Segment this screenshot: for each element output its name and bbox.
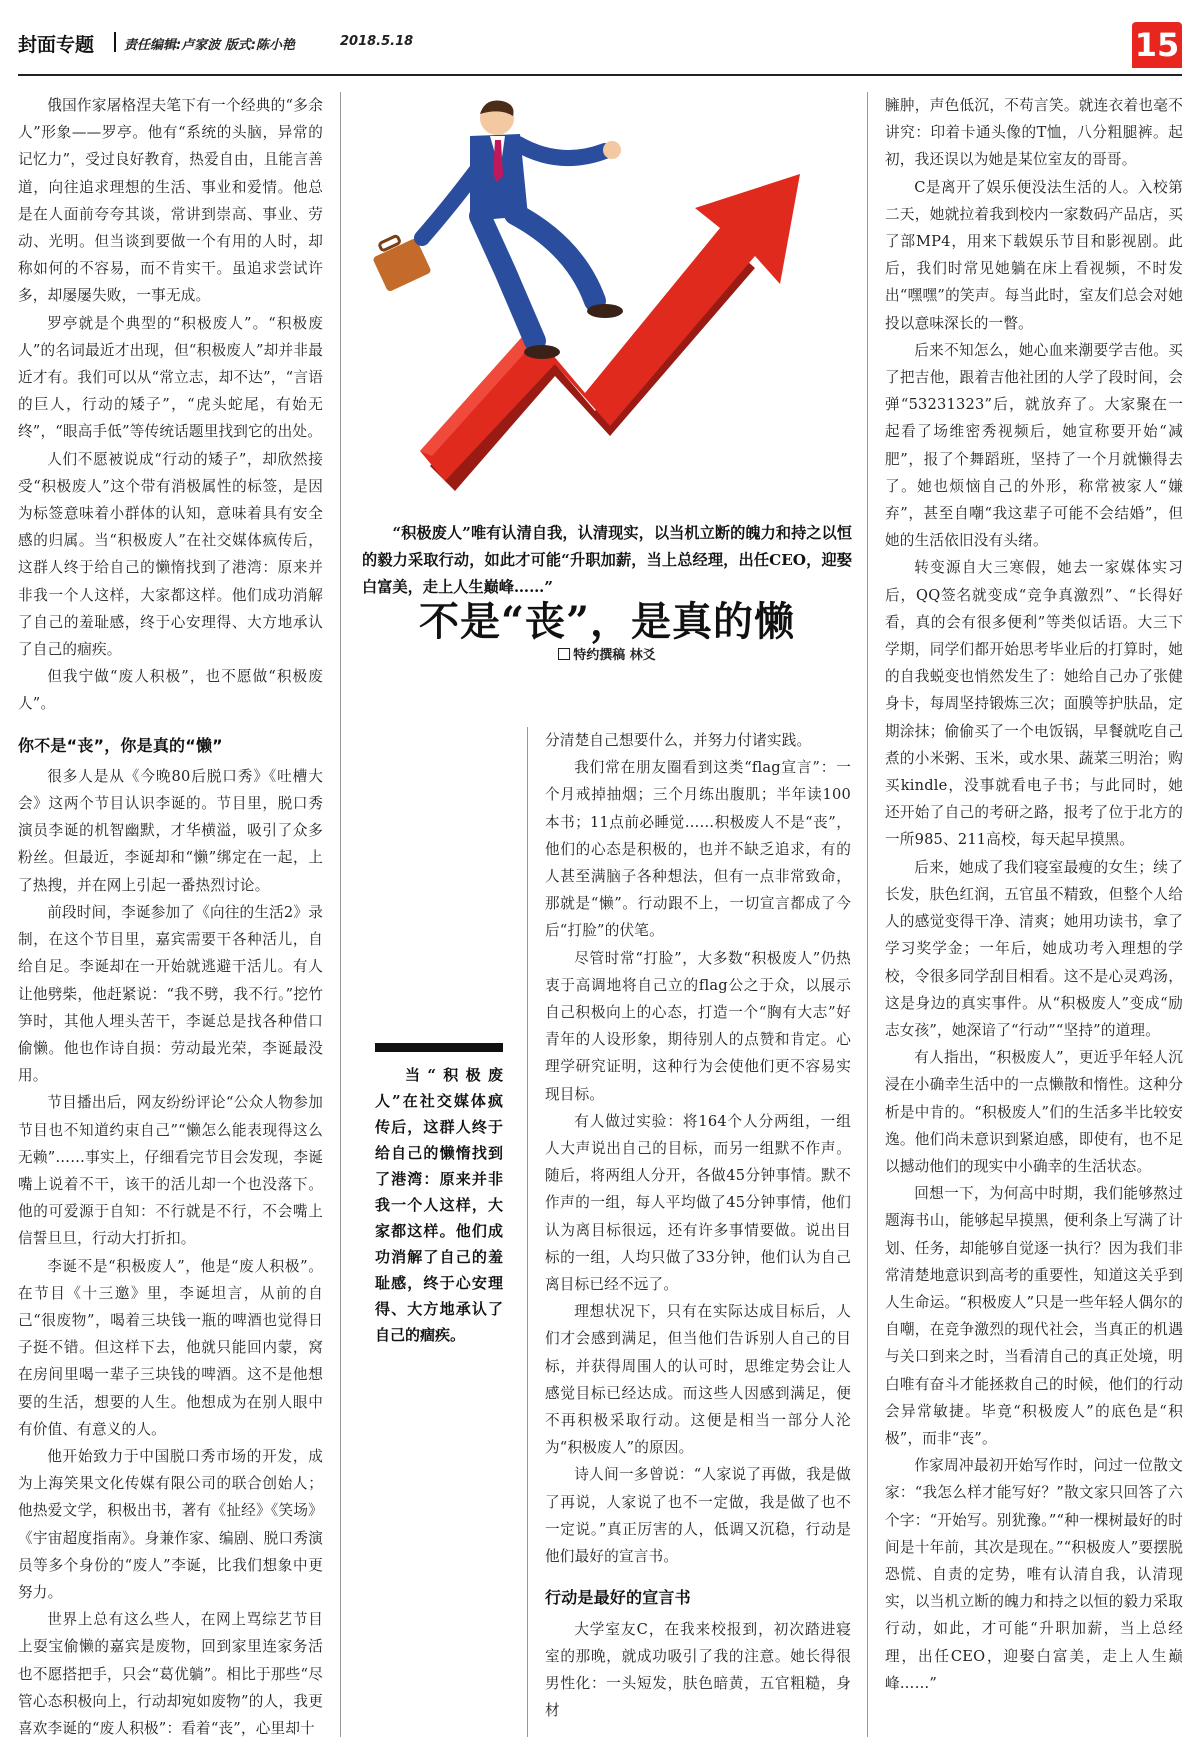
paragraph: 理想状况下，只有在实际达成目标后，人们才会感到满足，但当他们告诉别人自己的目标，并获得周围人的认可时，思维定势会让人感觉目标已经达成。而这些人因感到满足，便不再积极采取行动。这便是相当一部分人沦为“积极废人”的原因。 [545,1303,851,1457]
paragraph: 罗亭就是个典型的“积极废人”。“积极废人”的名词最近才出现，但“积极废人”却并非最近才有。我们可以从“常立志，却不达”，“言语的巨人，行动的矮子”，“虎头蛇尾，有始无终”，“眼高手低”等传统话题里找到它的出处。 [18,314,323,441]
paragraph: 他开始致力于中国脱口秀市场的开发，成为上海笑果文化传媒有限公司的联合创始人；他热爱文学，积极出书，著有《扯经》《笑场》《宇宙超度指南》。身兼作家、编剧、脱口秀演员等多个身份的“废人”李诞，比我们想象中更努力。 [18,1447,323,1601]
article-byline [362,644,852,663]
pull-quote-text: 当“积极废人”在社交媒体疯传后，这群人终于给自己的懒惰找到了港湾：原来并非我一个人这样，大家都这样。他们成功消解了自己的羞耻感，终于心安理得、大方地承认了自己的痼疾。 [375,1066,503,1344]
paragraph: 回想一下，为何高中时期，我们能够熬过题海书山，能够起早摸黑，便利条上写满了计划、任务，却能够自觉逐一执行？因为我们非常清楚地意识到高考的重要性，知道这关乎到人生命运。“积极废人”只是一些年轻人偶尔的自嘲，在竞争激烈的现代社会，当真正的机遇与关口到来之时，当看清自己的真正处境，明白唯有奋斗才能拯救自己的时候，他们的行动会异常敏捷。毕竟“积极废人”的底色是“积极”，而非“丧”。 [885,1185,1183,1447]
paragraph: 后来，她成了我们寝室最瘦的女生；续了长发，肤色红润，五官虽不精致，但整个人给人的感觉变得干净、清爽；她用功读书，拿了学习奖学金；一年后，她成功考入理想的学校，令很多同学刮目相看。这不是心灵鸡汤，这是身边的真实事件。从“积极废人”变成“励志女孩”，她深谙了“行动”“坚持”的道理。 [885,858,1183,1039]
column-rule [867,92,868,1737]
paragraph: 大学室友C，在我来校报到，初次踏进寝室的那晚，就成功吸引了我的注意。她长得很男性化：一头短发，肤色暗黄，五官粗糙，身材 [545,1620,851,1720]
byline-text: 特约撰稿 林爻 [573,648,656,663]
article-title: 不是“丧”，是真的懒 [418,598,795,645]
deck-text: “积极废人”唯有认清自我，认清现实，以当机立断的魄力和持之以恒的毅力采取行动，如此才可能“升职加薪，当上总经理，出任CEO，迎娶白富美，走上人生巅峰……” [362,524,852,596]
editor-credits: 责任编辑:卢家波 版式:陈小艳 [124,38,295,53]
pull-quote [375,1062,503,1348]
column-4 [885,92,1183,1737]
column-rule [340,92,341,1737]
paragraph: 李诞不是“积极废人”，他是“废人积极”。在节目《十三邀》里，李诞坦言，从前的自己“很废物”，喝着三块钱一瓶的啤酒也觉得日子挺不错。但这样下去，他就只能回内蒙，窝在房间里喝一辈子三块钱的啤酒。这不是他想要的生活，想要的人生。他想成为在别人眼中有价值、有意义的人。 [18,1257,323,1438]
businessman-figure [372,101,623,359]
header-separator [114,32,116,52]
paragraph: 世界上总有这么些人，在网上骂综艺节目上耍宝偷懒的嘉宾是废物，回到家里连家务活也不愿搭把手，只会“葛优躺”。相比于那些“尽管心态积极向上，行动却宛如废物”的人，我更喜欢李诞的“废人积极”：看着“丧”，心里却十 [18,1611,323,1737]
column-rule [527,727,528,1737]
paragraph: 作家周冲最初开始写作时，问过一位散文家：“我怎么样才能写好？”散文家只回答了六个字：“开始写。别犹豫。”“种一棵树最好的时间是十年前，其次是现在。”“积极废人”要摆脱恐慌、自责的定势，唯有认清自我，认清现实，以当机立断的魄力和持之以恒的毅力采取行动，如此，才可能“升职加薪，当上总经理，出任CEO，迎娶白富美，走上人生巅峰……” [885,1457,1183,1692]
paragraph: 转变源自大三寒假，她去一家媒体实习后，QQ签名就变成“竞争真激烈”、“长得好看，真的会有很多便利”等类似话语。大三下学期，同学们都开始思考毕业后的打算时，她的自我蜕变也悄然发生了：她给自己办了张健身卡，每周坚持锻炼三次；面膜等护肤品，定期涂抹；偷偷买了一个电饭锅，早餐就吃自己煮的小米粥、玉米，或水果、蔬菜三明治；购买kindle，没事就看电子书；与此同时，她还开始了自己的考研之路，报考了位于北方的一所985、211高校，每天起早摸黑。 [885,559,1183,849]
header-rule [18,74,1182,76]
paragraph: 我们常在朋友圈看到这类“flag宣言”：一个月戒掉抽烟；三个月练出腹肌；半年读100本书；11点前必睡觉……积极废人不是“丧”，他们的心态是积极的，也并不缺乏追求，有的人甚至满脑子各种想法，但有一点非常致命，那就是“懒”。行动跟不上，一切宣言都成了今后“打脸”的伏笔。 [545,759,851,940]
section-title: 封面专题 [18,34,95,56]
paragraph: 分清楚自己想要什么，并努力付诸实践。 [545,732,812,749]
page-number: 15 [1132,22,1182,68]
paragraph: 诗人间一多曾说：“人家说了再做，我是做了再说，人家说了也不一定做，我是做了也不一定说。”真正厉害的人，低调又沉稳，行动是他们最好的宣言书。 [545,1466,851,1566]
paragraph: 前段时间，李诞参加了《向往的生活2》录制，在这个节目里，嘉宾需要干各种活儿，自给自足。李诞却在一开始就逃避干活儿。有人让他劈柴，他赶紧说：“我不劈，我不行。”挖竹笋时，其他人埋头苦干，李诞总是找各种借口偷懒。他也作诗自损：劳动最光荣，李诞最没用。 [18,903,323,1085]
paragraph: 有人指出，“积极废人”，更近乎年轻人沉浸在小确幸生活中的一点懒散和惰性。这种分析是中肯的。“积极废人”们的生活多半比较安逸。他们尚未意识到紧迫感，即使有，也不足以撼动他们的现实中小确幸的生活状态。 [885,1049,1183,1175]
paragraph: 俄国作家屠格涅夫笔下有一个经典的“多余人”形象——罗亭。他有“系统的头脑，异常的记忆力”，受过良好教育，热爱自由，且能言善道，向往追求理想的生活、事业和爱情。他总是在人面前夸夸其谈，常讲到崇高、事业、劳动、光明。但当谈到要做一个有用的人时，却称如何的不容易，而不肯实干。虽追求尝试许多，却屡屡失败，一事无成。 [18,97,323,305]
paragraph: 臃肿，声色低沉，不苟言笑。就连衣着也毫不讲究：印着卡通头像的T恤，八分粗腿裤。起初，我还误以为她是某位室友的哥哥。 [885,97,1183,169]
pull-quote-bar [375,1043,503,1052]
paragraph: C是离开了娱乐便没法生活的人。入校第二天，她就拉着我到校内一家数码产品店，买了部MP4，用来下载娱乐节目和影视剧。此后，我们时常见她躺在床上看视频，不时发出“嘿嘿”的笑声。每当此时，室友们总会对她投以意味深长的一瞥。 [885,178,1183,332]
paragraph: 人们不愿被说成“行动的矮子”，却欣然接受“积极废人”这个带有消极属性的标签，是因为标签意味着小群体的认知，意味着具有安全感的归属。当“积极废人”在社交媒体疯传后，这群人终于给自己的懒惰找到了港湾：原来并非我一个人这样，大家都这样。他们成功消解了自己的羞耻感，终于心安理得、大方地承认了自己的痼疾。 [18,450,323,659]
paragraph: 有人做过实验：将164个人分两组，一组人大声说出自己的目标，而另一组默不作声。随后，将两组人分开，各做45分钟事情。默不作声的一组，每人平均做了45分钟事情，他们认为离目标很远，还有许多事情要做。说出目标的一组，人均只做了33分钟，他们认为自己离目标已经不远了。 [545,1112,851,1294]
paragraph: 但我宁做“废人积极”，也不愿做“积极废人”。 [18,668,323,713]
paragraph: 尽管时常“打脸”，大多数“积极废人”仍热衷于高调地将自己立的flag公之于众，以展示自己积极向上的心态，打造一个“胸有大志”好青年的人设形象，期待别人的点赞和肯定。心理学研究证明，这种行为会使他们更不容易实现目标。 [545,949,851,1103]
paragraph: 节目播出后，网友纷纷评论“公众人物参加节目也不知道约束自己”“懒怎么能表现得这么无赖”……事实上，仔细看完节目会发现，李诞嘴上说着不干，该干的活儿却一个也没落下。他的可爱源于自知：不行就是不行，不会嘴上信誓旦旦，行动大打折扣。 [18,1094,323,1248]
subheading: 你不是“丧”，你是真的“懒” [18,735,223,755]
column-3 [545,727,851,1737]
paragraph: 很多人是从《今晚80后脱口秀》《吐槽大会》这两个节目认识李诞的。节目里，脱口秀演员李诞的机智幽默，才华横溢，吸引了众多粉丝。但最近，李诞却和“懒”绑定在一起，上了热搜，并在网上引起一番热烈讨论。 [18,767,323,894]
paragraph: 后来不知怎么，她心血来潮要学吉他。买了把吉他，跟着吉他社团的人学了段时间，会弹“53231323”后，就放弃了。大家聚在一起看了场维密秀视频后，她宣称要开始“减肥”，报了个舞蹈班，坚持了一个月就懒得去了。她也烦恼自己的外形，称常被家人“嫌弃”，甚至自嘲“我这辈子可能不会结婚”，但她的生活依旧没有头绪。 [885,341,1183,550]
byline-box-icon [558,648,570,660]
issue-date: 2018.5.18 [340,34,414,49]
column-1 [18,92,323,1737]
article-deck [362,520,852,601]
page-header [18,22,1182,62]
businessman-arrow-illustration [360,96,850,526]
subheading: 行动是最好的宣言书 [545,1588,691,1608]
